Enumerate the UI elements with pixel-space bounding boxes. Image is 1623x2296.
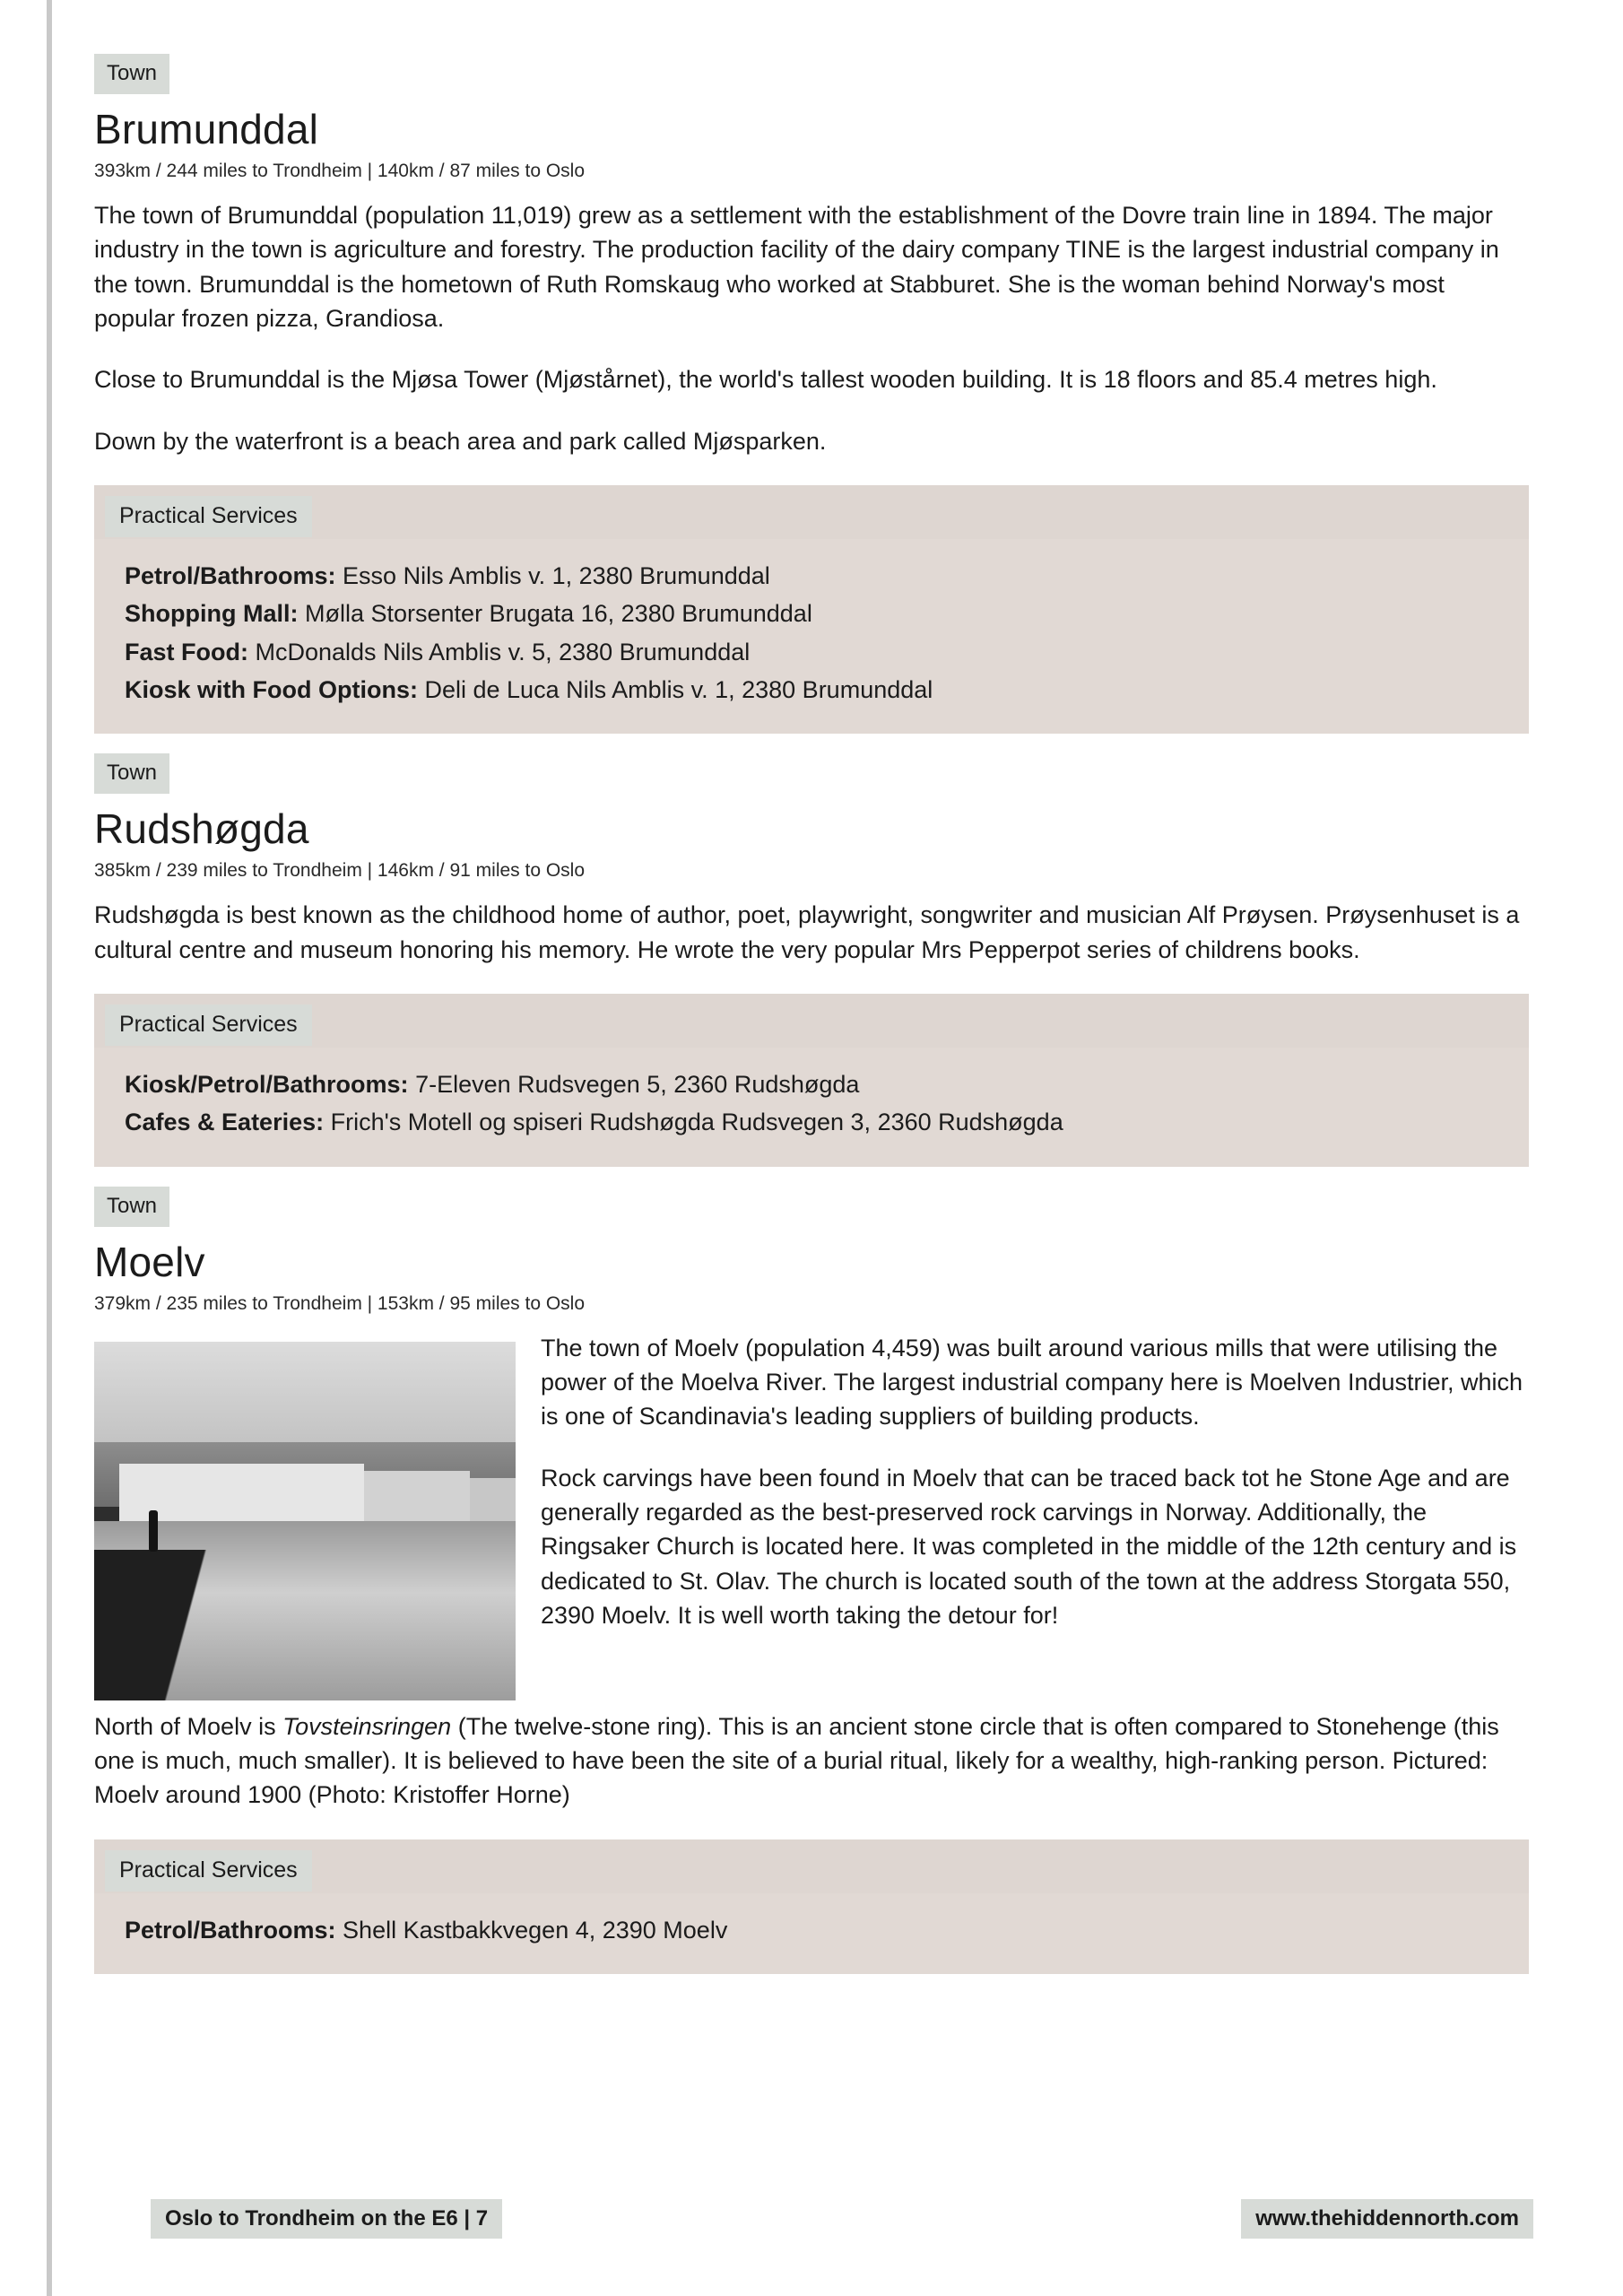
service-label: Fast Food: xyxy=(125,638,248,665)
practical-services-list xyxy=(94,539,1529,707)
paragraph: Rudshøgda is best known as the childhood home of author, poet, playwright, songwriter and musician Alf Prøysen. Prøysenhuset is a cultural centre and museum honoring his memory. He wrote the very popular Mrs Pepperpot series of childrens books. xyxy=(94,901,1520,963)
practical-services-label: Practical Services xyxy=(105,1850,312,1892)
service-value: Frich's Motell og spiseri Rudshøgda Rudsvegen 3, 2360 Rudshøgda xyxy=(330,1109,1063,1136)
section-brumunddal xyxy=(94,54,1529,734)
service-value: McDonalds Nils Amblis v. 5, 2380 Brumunddal xyxy=(255,638,751,665)
paragraph-pre: North of Moelv is xyxy=(94,1712,283,1740)
practical-services-list xyxy=(94,1893,1529,1947)
paragraph: Down by the waterfront is a beach area and park called Mjøsparken. xyxy=(94,427,827,455)
distance-info: 393km / 244 miles to Trondheim | 140km / 87 miles to Oslo xyxy=(94,161,586,181)
photo-person xyxy=(149,1510,158,1552)
practical-services-box xyxy=(94,485,1529,734)
section-rudshogda xyxy=(94,753,1529,1166)
practical-services-list xyxy=(94,1048,1529,1140)
service-value: Shell Kastbakkvegen 4, 2390 Moelv xyxy=(343,1916,728,1944)
paragraph-with-italic xyxy=(94,1709,1529,1813)
service-label: Petrol/Bathrooms: xyxy=(125,1916,336,1944)
service-item xyxy=(125,1105,1498,1139)
paragraph: Close to Brumunddal is the Mjøsa Tower (Mjøstårnet), the world's tallest wooden building. It is 18 floors and 85.4 metres high. xyxy=(94,366,1437,394)
footer-website[interactable]: www.thehiddennorth.com xyxy=(1241,2199,1533,2239)
section-type-chip: Town xyxy=(94,1187,169,1227)
practical-services-header xyxy=(94,994,1529,1048)
page-left-rule xyxy=(47,0,52,2296)
service-item xyxy=(125,635,1498,669)
practical-services-header xyxy=(94,485,1529,539)
page-title: Rudshøgda xyxy=(94,805,309,853)
paragraph: Rock carvings have been found in Moelv that can be traced back tot he Stone Age and are generally regarded as the best-preserved rock carvings in Norway. Additionally, the Ringsaker Church is located here. It was completed in the middle of the 12th century and is dedicated to St. Olav. The church is located south of the town at the address Storgata 550, 2390 Moelv. It is well worth taking the detour for! xyxy=(541,1464,1517,1629)
practical-services-header xyxy=(94,1839,1529,1893)
service-label: Cafes & Eateries: xyxy=(125,1109,325,1136)
page-content xyxy=(94,54,1529,2024)
practical-services-label: Practical Services xyxy=(105,496,312,537)
service-item xyxy=(125,673,1498,707)
page-title: Brumunddal xyxy=(94,106,319,152)
section-type-chip: Town xyxy=(94,54,169,94)
service-item xyxy=(125,1913,1498,1947)
service-item xyxy=(125,559,1498,593)
paragraph: The town of Brumunddal (population 11,019) grew as a settlement with the establishment of the Dovre train line in 1894. The major industry in the town is agriculture and forestry. The production facility of the dairy company TINE is the largest industrial company in the town. Brumunddal is the hometown of Ruth Romskaug who worked at Stabburet. She is the woman behind Norway's most popular frozen pizza, Grandiosa. xyxy=(94,202,1499,332)
service-value: Mølla Storsenter Brugata 16, 2380 Brumunddal xyxy=(305,600,812,628)
service-item xyxy=(125,596,1498,631)
service-value: 7-Eleven Rudsvegen 5, 2360 Rudshøgda xyxy=(415,1070,860,1098)
section-moelv xyxy=(94,1187,1529,1974)
historical-photo-moelv xyxy=(94,1342,516,1700)
stone-ring-name: Tovsteinsringen xyxy=(282,1712,452,1740)
service-label: Shopping Mall: xyxy=(125,600,299,628)
practical-services-label: Practical Services xyxy=(105,1004,312,1046)
service-value: Deli de Luca Nils Amblis v. 1, 2380 Brumunddal xyxy=(424,675,933,703)
bottom-spacer xyxy=(94,1994,1529,2024)
service-label: Kiosk with Food Options: xyxy=(125,675,418,703)
service-label: Petrol/Bathrooms: xyxy=(125,561,336,589)
service-item xyxy=(125,1067,1498,1101)
practical-services-box xyxy=(94,1839,1529,1974)
paragraph-post: (The twelve-stone ring). This is an ancient stone circle that is often compared to Stonehenge (this one is much, much smaller). It is believed to have been the site of a burial ritual, likely for a wealthy, high-ranking person. Pictured: Moelv around 1900 (Photo: Kristoffer Horne) xyxy=(94,1712,1499,1809)
footer-title: Oslo to Trondheim on the E6 | 7 xyxy=(151,2199,502,2239)
photo-shore xyxy=(94,1550,255,1700)
service-value: Esso Nils Amblis v. 1, 2380 Brumunddal xyxy=(343,561,770,589)
distance-info: 385km / 239 miles to Trondheim | 146km / 91 miles to Oslo xyxy=(94,860,586,882)
page-title: Moelv xyxy=(94,1238,205,1285)
practical-services-box xyxy=(94,994,1529,1167)
distance-info: 379km / 235 miles to Trondheim | 153km / 95 miles to Oslo xyxy=(94,1292,586,1314)
page-footer xyxy=(90,2199,1533,2240)
moelv-text-block xyxy=(94,1331,1529,1709)
paragraph: The town of Moelv (population 4,459) was built around various mills that were utilising the power of the Moelva River. The largest industrial company here is Moelven Industrier, which is one of Scandinavia's leading suppliers of building products. xyxy=(541,1334,1523,1431)
service-label: Kiosk/Petrol/Bathrooms: xyxy=(125,1070,409,1098)
section-type-chip: Town xyxy=(94,753,169,794)
